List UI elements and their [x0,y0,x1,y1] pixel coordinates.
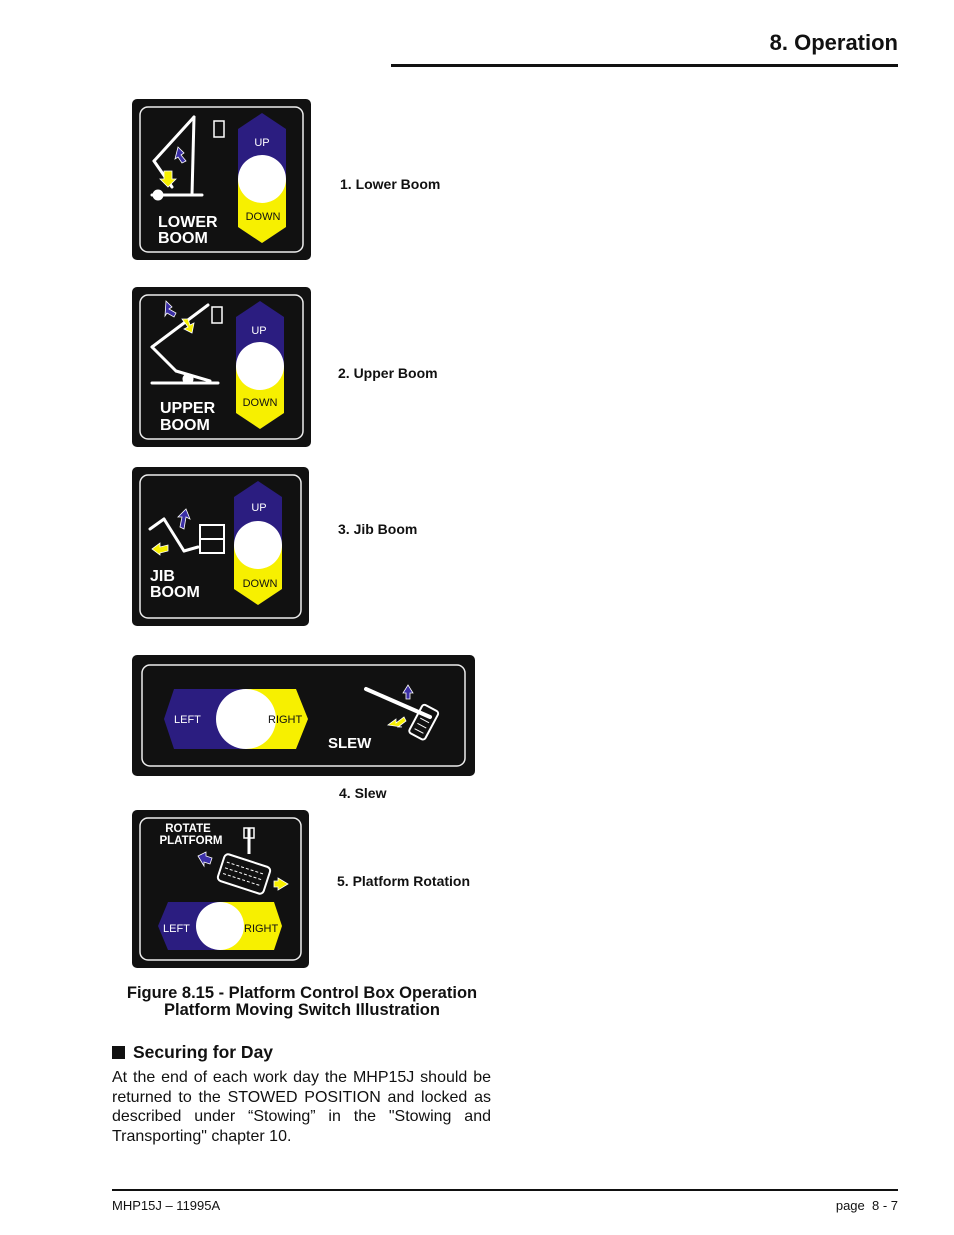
panel-label-line2: BOOM [160,417,210,434]
switch-knob[interactable] [196,902,244,950]
caption-lower-boom: 1. Lower Boom [340,176,441,192]
up-label: UP [254,137,270,149]
section-heading [112,1042,273,1063]
down-label: DOWN [245,211,281,223]
caption-jib-boom: 3. Jib Boom [338,521,418,537]
body-paragraph: At the end of each work day the MHP15J should be returned to the STOWED POSITION and locked as described under “Stowing” in the "Stowing and Transporting" chapter 10. [112,1069,491,1145]
left-label: LEFT [163,923,190,935]
panel-label-line1: LOWER [158,214,218,231]
title-rule [391,64,898,67]
switch-knob[interactable] [216,689,276,749]
caption-platform-rotation: 5. Platform Rotation [337,873,471,889]
lower-boom-panel [132,99,311,260]
down-label: DOWN [242,397,278,409]
upper-boom-panel [132,287,311,447]
caption-slew: 4. Slew [339,785,387,801]
figure-caption [112,985,492,1019]
platform-rotation-panel [132,810,309,968]
right-label: RIGHT [244,923,279,935]
down-label: DOWN [242,578,278,590]
arrow-up-icon [175,147,186,163]
footer-rule [112,1189,898,1191]
page-title: 8. Operation [769,30,898,55]
arrow-down-left-icon [388,717,406,727]
right-label: RIGHT [268,714,303,726]
square-bullet-icon [112,1046,125,1059]
caption-upper-boom: 2. Upper Boom [338,365,438,381]
arrow-right-icon [274,878,288,890]
arrow-down-right-icon [182,319,194,333]
slew-panel [132,655,475,776]
lower-boom-icon [152,117,224,199]
up-label: UP [251,502,267,514]
panel-label-line1: JIB [150,568,175,585]
panel-label-line2: BOOM [150,584,200,601]
section-heading-text: Securing for Day [133,1042,274,1062]
slew-label: SLEW [328,735,372,752]
panel-label-line1: UPPER [160,400,216,417]
arrow-left-icon [198,852,212,866]
switch-knob[interactable] [238,155,286,203]
upper-boom-icon [152,305,222,383]
slew-lever-icon [366,689,439,741]
arrow-up-icon [403,685,413,699]
panel-label-line2: PLATFORM [159,835,223,847]
left-label: LEFT [174,714,201,726]
footer-document-id: MHP15J – 11995A [112,1198,221,1213]
arrow-up-left-icon [165,301,176,317]
figure-caption-line1: Figure 8.15 - Platform Control Box Operation [126,984,478,1002]
figure-caption-line2: Platform Moving Switch Illustration [164,1001,440,1019]
panel-label-line2: BOOM [158,230,208,247]
up-label: UP [251,325,267,337]
footer-page-number: page 8 - 7 [835,1198,898,1213]
jib-boom-panel [132,467,309,626]
arrow-left-icon [152,543,168,555]
rotate-platform-icon [217,828,271,895]
switch-knob[interactable] [236,342,284,390]
arrow-up-right-icon [178,509,190,529]
switch-knob[interactable] [234,521,282,569]
panel-label-line1: ROTATE [165,823,211,835]
